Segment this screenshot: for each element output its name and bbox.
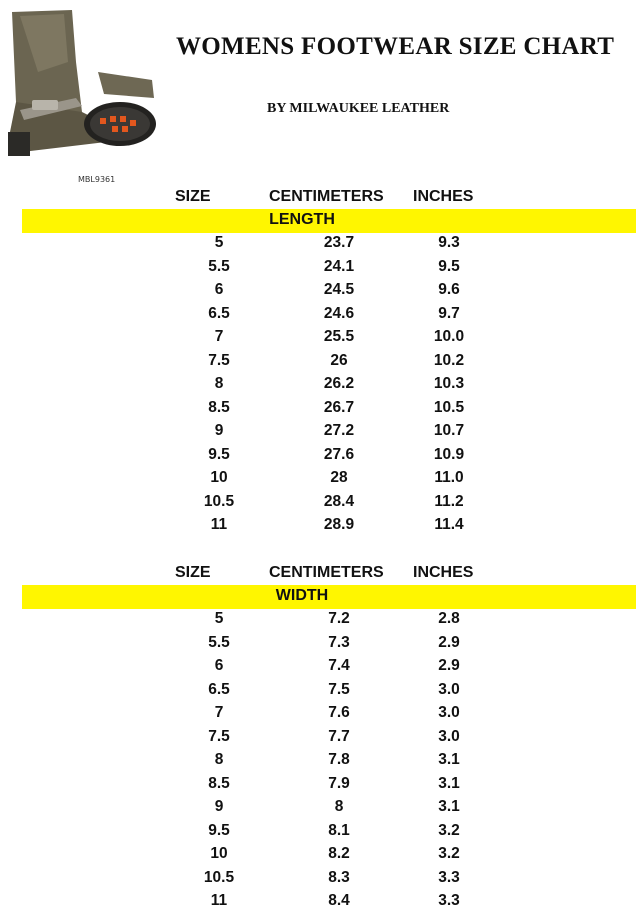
size-cell: 9	[214, 422, 224, 439]
in-cell: 3.1	[438, 774, 460, 792]
cm-cell: 27.6	[323, 445, 355, 463]
cm-cell: 28.4	[323, 492, 355, 510]
in-cell: 9.6	[438, 281, 460, 298]
width-cm-header: CENTIMETERS	[269, 564, 384, 581]
cm-cell: 28	[330, 469, 348, 486]
in-cell: 3.1	[438, 751, 460, 768]
page-title: WOMENS FOOTWEAR SIZE CHART	[176, 33, 615, 60]
width-size-header: SIZE	[175, 564, 211, 581]
size-cell: 10.5	[203, 492, 235, 510]
table-row	[0, 728, 639, 751]
page-subtitle: BY MILWAUKEE LEATHER	[267, 101, 450, 116]
length-label: LENGTH	[269, 211, 335, 228]
cm-cell: 26.7	[323, 398, 355, 416]
size-cell: 7	[214, 328, 224, 345]
size-cell: 8	[214, 375, 224, 392]
cm-cell: 26.2	[323, 375, 355, 392]
in-cell: 10.7	[433, 422, 465, 439]
width-label: WIDTH	[275, 587, 329, 604]
size-cell: 7.5	[208, 727, 230, 745]
table-row	[0, 634, 639, 657]
size-cell: 8.5	[208, 774, 230, 792]
cm-cell: 27.2	[323, 422, 355, 439]
in-cell: 9.5	[438, 257, 460, 275]
table-row	[0, 328, 639, 351]
size-cell: 7.5	[208, 351, 230, 369]
in-cell: 10.2	[433, 351, 465, 369]
cm-cell: 8.1	[328, 821, 350, 839]
table-row	[0, 610, 639, 633]
table-row	[0, 657, 639, 680]
in-cell: 3.0	[438, 704, 460, 721]
in-cell: 10.3	[433, 375, 465, 392]
size-cell: 9	[214, 798, 224, 815]
size-cell: 5	[214, 610, 224, 627]
size-cell: 8.5	[208, 398, 230, 416]
size-cell: 10	[210, 469, 228, 486]
in-cell: 11.0	[434, 469, 464, 486]
table-row	[0, 258, 639, 281]
in-cell: 10.0	[433, 328, 465, 345]
cm-cell: 8.3	[328, 868, 350, 886]
size-cell: 8	[214, 751, 224, 768]
size-cell: 11	[210, 516, 228, 533]
in-cell: 9.7	[438, 304, 460, 322]
table-row	[0, 892, 639, 915]
table-row	[0, 399, 639, 422]
cm-cell: 7.2	[328, 610, 350, 627]
in-cell: 3.3	[438, 868, 460, 886]
in-cell: 2.9	[438, 657, 460, 674]
table-row	[0, 281, 639, 304]
table-row	[0, 375, 639, 398]
width-in-header: INCHES	[413, 564, 474, 581]
table-row	[0, 305, 639, 328]
in-cell: 3.0	[438, 727, 460, 745]
size-cell: 6.5	[208, 680, 230, 698]
table-row	[0, 775, 639, 798]
in-cell: 10.9	[433, 445, 465, 463]
boot-image	[2, 2, 162, 174]
cm-cell: 7.5	[328, 680, 350, 698]
size-cell: 11	[210, 892, 228, 909]
length-size-header: SIZE	[175, 188, 211, 205]
cm-cell: 28.9	[323, 516, 355, 533]
in-cell: 9.3	[438, 234, 460, 251]
length-cm-header: CENTIMETERS	[269, 188, 384, 205]
table-row	[0, 234, 639, 257]
cm-cell: 24.1	[323, 257, 355, 275]
length-band	[22, 209, 636, 233]
table-row	[0, 869, 639, 892]
table-row	[0, 798, 639, 821]
table-row	[0, 845, 639, 868]
table-row	[0, 422, 639, 445]
in-cell: 10.5	[433, 398, 465, 416]
size-cell: 6.5	[208, 304, 230, 322]
in-cell: 2.9	[438, 633, 460, 651]
product-code: MBL9361	[78, 175, 116, 184]
size-cell: 7	[214, 704, 224, 721]
in-cell: 3.1	[438, 798, 460, 815]
cm-cell: 8	[334, 798, 344, 815]
in-cell: 2.8	[438, 610, 460, 627]
table-row	[0, 469, 639, 492]
cm-cell: 7.9	[328, 774, 350, 792]
cm-cell: 7.4	[328, 657, 350, 674]
cm-cell: 7.7	[328, 727, 350, 745]
table-row	[0, 493, 639, 516]
in-cell: 11.4	[434, 516, 464, 533]
table-row	[0, 516, 639, 539]
cm-cell: 7.3	[328, 633, 350, 651]
size-cell: 10	[210, 845, 228, 862]
size-cell: 9.5	[208, 445, 230, 463]
size-cell: 6	[214, 281, 224, 298]
cm-cell: 24.6	[323, 304, 355, 322]
in-cell: 3.3	[438, 892, 460, 909]
cm-cell: 25.5	[323, 328, 355, 345]
table-row	[0, 446, 639, 469]
width-band	[22, 585, 636, 609]
cm-cell: 7.8	[328, 751, 350, 768]
in-cell: 3.2	[438, 845, 460, 862]
cm-cell: 7.6	[328, 704, 350, 721]
in-cell: 3.0	[438, 680, 460, 698]
size-cell: 10.5	[203, 868, 235, 886]
size-cell: 6	[214, 657, 224, 674]
cm-cell: 24.5	[323, 281, 355, 298]
cm-cell: 26	[330, 351, 348, 369]
in-cell: 11.2	[434, 492, 464, 510]
table-row	[0, 822, 639, 845]
cm-cell: 23.7	[323, 234, 355, 251]
size-cell: 9.5	[208, 821, 230, 839]
size-cell: 5	[214, 234, 224, 251]
cm-cell: 8.4	[328, 892, 350, 909]
table-row	[0, 681, 639, 704]
table-row	[0, 352, 639, 375]
length-in-header: INCHES	[413, 188, 474, 205]
table-row	[0, 751, 639, 774]
in-cell: 3.2	[438, 821, 460, 839]
size-cell: 5.5	[208, 257, 230, 275]
size-cell: 5.5	[208, 633, 230, 651]
table-row	[0, 704, 639, 727]
cm-cell: 8.2	[328, 845, 350, 862]
